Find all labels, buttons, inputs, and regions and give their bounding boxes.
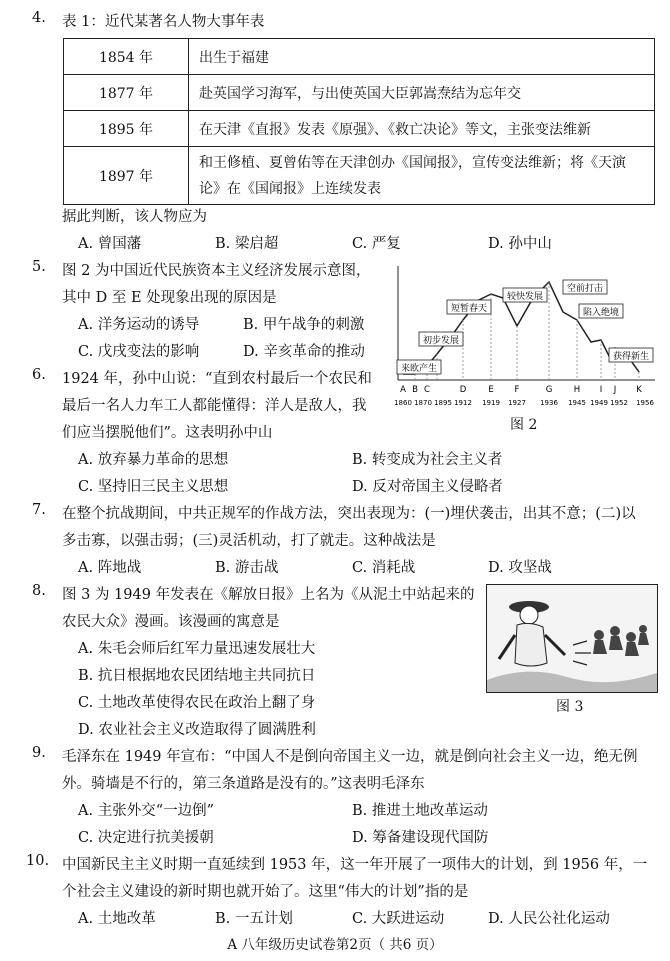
q9-option-c[interactable]: C. 决定进行抗美援朝 — [78, 830, 214, 846]
page-footer: A 八年级历史试卷第2页（ 共6 页） — [227, 937, 443, 953]
axis-year: 1919 — [482, 399, 500, 407]
stage-label: 空前打击 — [566, 284, 604, 294]
stage-label: 陷入绝境 — [582, 308, 620, 318]
table-year: 1877 年 — [64, 75, 189, 111]
axis-letter: G — [545, 385, 553, 395]
body-icon — [515, 623, 547, 666]
q5-option-a[interactable]: A. 洋务运动的诱导 — [78, 317, 200, 333]
table-event-line: 论》在《国闻报》上连续发表 — [199, 180, 381, 197]
axis-year: 1860 — [394, 399, 412, 407]
q4-option-a[interactable]: A. 曾国藩 — [78, 236, 142, 252]
table-year: 1895 年 — [64, 111, 189, 147]
q7-option-c[interactable]: C. 消耗战 — [352, 560, 416, 576]
q8-option-c[interactable]: C. 土地改革使得农民在政治上翻了身 — [78, 695, 316, 711]
table-event: 在天津《直报》发表《原强》、《救亡决论》等文，主张变法维新 — [189, 111, 655, 147]
table-event-line: 和王修植、夏曾佑等在天津创办《国闻报》，宣传变法维新；将《天演 — [199, 154, 626, 171]
q10-option-a[interactable]: A. 土地改革 — [78, 911, 156, 927]
axis-letter: H — [573, 385, 581, 395]
axis-year: 1936 — [540, 399, 558, 407]
axis-year: 1956 — [636, 399, 654, 407]
axis-years — [394, 399, 654, 407]
q9-line: 毛泽东在 1949 年宣布：“中国人不是倒向帝国主义一边，就是倒向社会主义一边，绝无例 — [62, 749, 638, 765]
q4-option-c[interactable]: C. 严复 — [352, 236, 401, 252]
table-row — [64, 39, 655, 75]
table-event: 赴英国学习海军，与出使英国大臣郭嵩焘结为忘年交 — [189, 75, 655, 111]
q6-number: 6. — [32, 367, 46, 383]
q9-option-a[interactable]: A. 主张外交“一边倒” — [78, 803, 215, 819]
q10-option-b[interactable]: B. 一五计划 — [215, 911, 293, 927]
stage-label: 短暂春天 — [450, 304, 488, 314]
axis-letter: J — [613, 385, 617, 395]
q7-option-a[interactable]: A. 阵地战 — [78, 560, 142, 576]
axis-letter: K — [636, 385, 642, 395]
head-icon — [520, 606, 538, 624]
axis-year: 1945 — [568, 399, 586, 407]
figure-3-caption: 图 3 — [556, 699, 584, 715]
axis-letter: I — [599, 385, 603, 395]
q5-number: 5. — [32, 259, 46, 275]
q5-option-b[interactable]: B. 甲午战争的刺激 — [243, 317, 365, 333]
peasant-cartoon — [486, 584, 658, 693]
soil-icon — [487, 672, 657, 692]
stage-label: 来欧产生 — [400, 364, 438, 374]
q9-option-d[interactable]: D. 筹备建设现代国防 — [352, 830, 489, 846]
table-year: 1854 年 — [64, 39, 189, 75]
q6-option-b[interactable]: B. 转变成为社会主义者 — [352, 452, 503, 468]
table-year: 1897 年 — [64, 147, 189, 205]
q9-option-b[interactable]: B. 推进土地改革运动 — [352, 803, 488, 819]
q4-option-b[interactable]: B. 梁启超 — [215, 236, 279, 252]
axis-year: 1895 — [434, 399, 452, 407]
q5-option-c[interactable]: C. 戊戌变法的影响 — [78, 344, 200, 360]
q6-line: 们应当摆脱他们”。这表明孙中山 — [62, 425, 273, 441]
axis-letter: E — [488, 385, 494, 395]
q7-line: 多击寡，以强击弱；(三)灵活机动，打了就走。这种战法是 — [62, 533, 436, 549]
q8-number: 8. — [32, 583, 46, 599]
axis-letter: A — [400, 385, 406, 395]
axis-letter: B — [412, 385, 418, 395]
axis-letter: D — [459, 385, 467, 395]
q6-line: 1924 年，孙中山说：“直到农村最后一个农民和 — [62, 371, 372, 387]
q10-option-c[interactable]: C. 大跃进运动 — [352, 911, 445, 927]
q5-line: 其中 D 至 E 处现象出现的原因是 — [62, 290, 277, 306]
q4-question: 据此判断，该人物应为 — [62, 209, 207, 225]
axis-year: 1949 — [590, 399, 608, 407]
q5-option-d[interactable]: D. 辛亥革命的推动 — [243, 344, 365, 360]
stage-label: 较快发展 — [506, 292, 544, 302]
q4-option-d[interactable]: D. 孙中山 — [488, 236, 552, 252]
axis-letters — [400, 385, 642, 395]
q6-line: 最后一名人力车工人都能懂得：洋人是敌人，我 — [62, 398, 367, 414]
motion-lines-icon — [573, 641, 591, 665]
events-table — [63, 38, 655, 205]
table-event: 出生于福建 — [189, 39, 655, 75]
axis-year: 1870 — [414, 399, 432, 407]
axis-letter: F — [514, 385, 520, 395]
cartoon-drawing — [487, 585, 657, 692]
q8-option-d[interactable]: D. 农业社会主义改造取得了圆满胜利 — [78, 722, 316, 738]
q8-line: 农民大众》漫画。该漫画的寓意是 — [62, 614, 280, 630]
q7-line: 在整个抗战期间，中共正规军的作战方法，突出表现为：(一)埋伏袭击，出其不意；(二)以 — [62, 506, 636, 522]
axis-year: 1912 — [454, 399, 472, 407]
q6-option-a[interactable]: A. 放弃暴力革命的思想 — [78, 452, 229, 468]
table-row — [64, 147, 655, 205]
q7-option-d[interactable]: D. 攻坚战 — [488, 560, 552, 576]
q4-stem: 表 1：近代某著名人物大事年表 — [62, 14, 265, 30]
q9-number: 9. — [32, 745, 46, 761]
table-row — [64, 75, 655, 111]
fleeing-figures-icon — [593, 625, 649, 656]
q6-option-d[interactable]: D. 反对帝国主义侵略者 — [352, 479, 503, 495]
stage-label: 获得新生 — [612, 352, 650, 362]
q9-line: 外。骑墙是不行的，第三条道路是没有的。”这表明毛泽东 — [62, 776, 425, 792]
table-event — [189, 147, 655, 205]
q7-number: 7. — [32, 502, 46, 518]
axis-year: 1952 — [610, 399, 628, 407]
table-row — [64, 111, 655, 147]
q8-option-a[interactable]: A. 朱毛会师后红军力量迅速发展壮大 — [78, 641, 316, 657]
capitalism-development-chart — [393, 262, 663, 412]
q8-option-b[interactable]: B. 抗日根据地农民团结地主共同抗日 — [78, 668, 316, 684]
q4-number: 4. — [32, 10, 46, 26]
stage-label: 初步发展 — [422, 336, 460, 346]
q8-line: 图 3 为 1949 年发表在《解放日报》上名为《从泥土中站起来的 — [62, 587, 475, 603]
q10-line: 中国新民主主义时期一直延续到 1953 年，这一年开展了一项伟大的计划，到 1956 年，一 — [62, 857, 648, 873]
q5-line: 图 2 为中国近代民族资本主义经济发展示意图， — [62, 263, 371, 279]
q6-option-c[interactable]: C. 坚持旧三民主义思想 — [78, 479, 229, 495]
q10-option-d[interactable]: D. 人民公社化运动 — [488, 911, 610, 927]
axis-letter: C — [424, 385, 430, 395]
q7-option-b[interactable]: B. 游击战 — [215, 560, 279, 576]
stage-labels — [397, 280, 653, 374]
figure-2-caption: 图 2 — [510, 417, 538, 433]
axis-year: 1927 — [508, 399, 526, 407]
q10-number: 10. — [26, 853, 50, 869]
q10-line: 个社会主义建设的新时期也就开始了。这里“伟大的计划”指的是 — [62, 884, 469, 900]
